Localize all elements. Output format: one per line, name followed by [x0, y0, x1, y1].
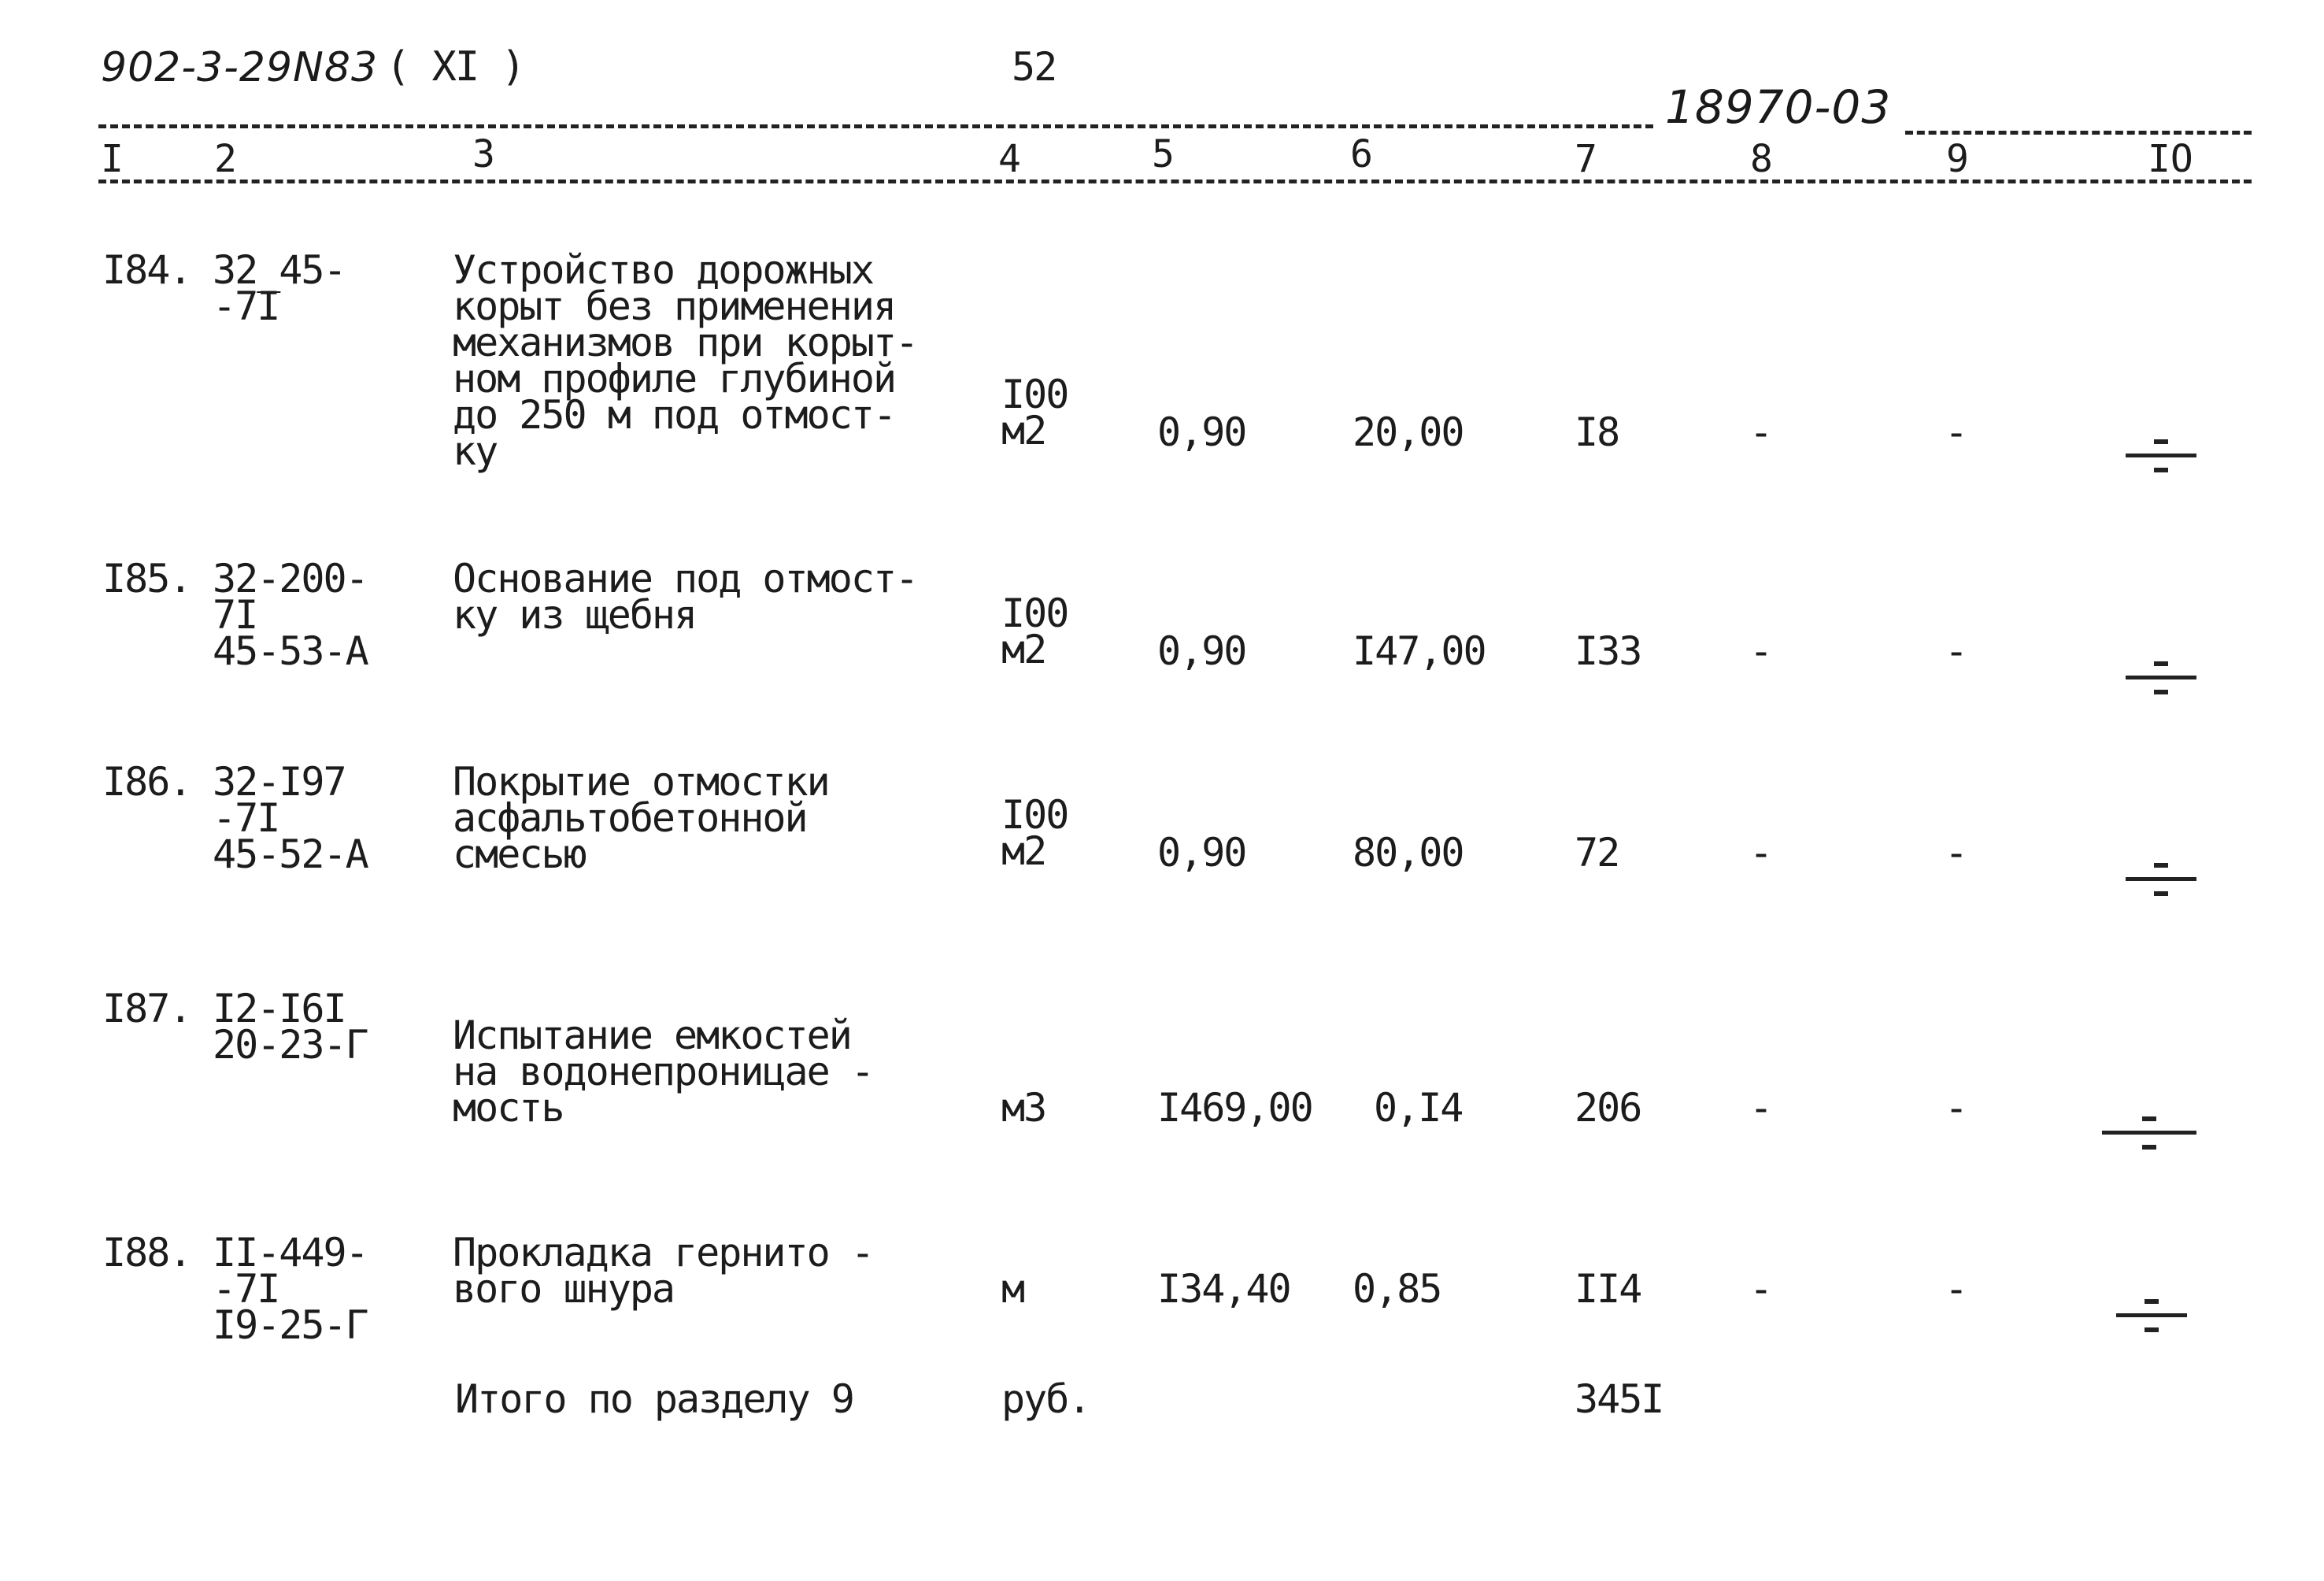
row-unit: I00 м2 — [1001, 372, 1068, 454]
row-quantity: 0,90 — [1157, 830, 1246, 876]
division-mark — [2126, 654, 2196, 701]
column-number-7: 7 — [1575, 137, 1597, 181]
row-total: 72 — [1575, 830, 1619, 876]
row-code: I2-I6I 20-23-Г — [213, 986, 368, 1068]
column-number-5: 5 — [1152, 132, 1175, 176]
division-mark — [2102, 1109, 2196, 1156]
row-total: 206 — [1575, 1085, 1641, 1131]
page-number: 52 — [1012, 44, 1057, 90]
column-number-1: I — [101, 137, 124, 181]
column-number-3: 3 — [472, 132, 495, 176]
row-quantity: I469,00 — [1157, 1085, 1312, 1131]
summary-total: 345I — [1575, 1376, 1663, 1422]
row-quantity: I34,40 — [1157, 1266, 1290, 1312]
division-mark — [2116, 1291, 2187, 1338]
row-description: Прокладка гернито - вого шнура — [453, 1230, 873, 1312]
row-unit-price: 20,00 — [1353, 409, 1464, 455]
column-number-10: IO — [2148, 137, 2193, 181]
row-quantity: 0,90 — [1157, 628, 1246, 674]
row-description: Основание под отмост- ку из щебня — [453, 556, 918, 638]
row-column-9: - — [1945, 409, 1967, 455]
row-number: I86. — [102, 759, 191, 805]
row-column-9: - — [1945, 830, 1967, 876]
column-number-8: 8 — [1750, 137, 1773, 181]
row-number: I84. — [102, 247, 191, 293]
row-description: Испытание емкостей на водонепроницае - мость — [453, 1013, 873, 1131]
row-column-8: - — [1749, 830, 1772, 876]
row-unit-price: 80,00 — [1353, 830, 1464, 876]
column-number-6: 6 — [1350, 132, 1373, 176]
row-code: 32-200- 7I 45-53-А — [213, 556, 368, 674]
row-unit: I00 м2 — [1001, 591, 1068, 672]
row-column-8: - — [1749, 409, 1772, 455]
row-column-8: - — [1749, 1085, 1772, 1131]
row-description: Покрытие отмостки асфальтобетонной смесью — [453, 759, 829, 877]
row-unit-price: 0,I4 — [1374, 1085, 1463, 1131]
row-code: 32-I97 -7I 45-52-А — [213, 759, 368, 877]
column-number-4: 4 — [998, 137, 1021, 181]
section-number: ( XI ) — [386, 43, 524, 91]
row-column-9: - — [1945, 1266, 1967, 1312]
summary-label: Итого по разделу 9 — [455, 1376, 853, 1422]
summary-unit: руб. — [1001, 1376, 1090, 1422]
row-unit: I00 м2 — [1001, 792, 1068, 874]
row-total: II4 — [1575, 1266, 1641, 1312]
row-description: Устройство дорожных корыт без применения механизмов при корыт- ном профиле глубиной до 250 м под отмост- ку — [453, 247, 918, 474]
column-number-9: 9 — [1946, 137, 1969, 181]
row-column-8: - — [1749, 628, 1772, 674]
row-unit-price: 0,85 — [1353, 1266, 1441, 1312]
row-unit-price: I47,00 — [1353, 628, 1486, 674]
album-number: 18970-03 — [1665, 80, 1892, 134]
header-rule-bottom — [98, 180, 2252, 183]
row-column-9: - — [1945, 1085, 1967, 1131]
header-rule-top-right — [1905, 131, 2252, 135]
row-unit: м — [1001, 1266, 1024, 1312]
row-total: I8 — [1575, 409, 1619, 455]
row-unit: м3 — [1001, 1085, 1046, 1131]
division-mark — [2126, 431, 2196, 479]
row-number: I85. — [102, 556, 191, 602]
row-column-8: - — [1749, 1266, 1772, 1312]
row-code: II-449- -7I I9-25-Г — [213, 1230, 368, 1348]
row-quantity: 0,90 — [1157, 409, 1246, 455]
division-mark — [2126, 855, 2196, 902]
row-column-9: - — [1945, 628, 1967, 674]
row-total: I33 — [1575, 628, 1641, 674]
row-code: 32_45- -7I — [213, 247, 346, 329]
column-number-2: 2 — [214, 137, 237, 181]
document-code: 902-3-29N83 — [101, 44, 379, 91]
row-number: I88. — [102, 1230, 191, 1276]
row-number: I87. — [102, 986, 191, 1031]
header-rule-top — [98, 124, 1653, 128]
